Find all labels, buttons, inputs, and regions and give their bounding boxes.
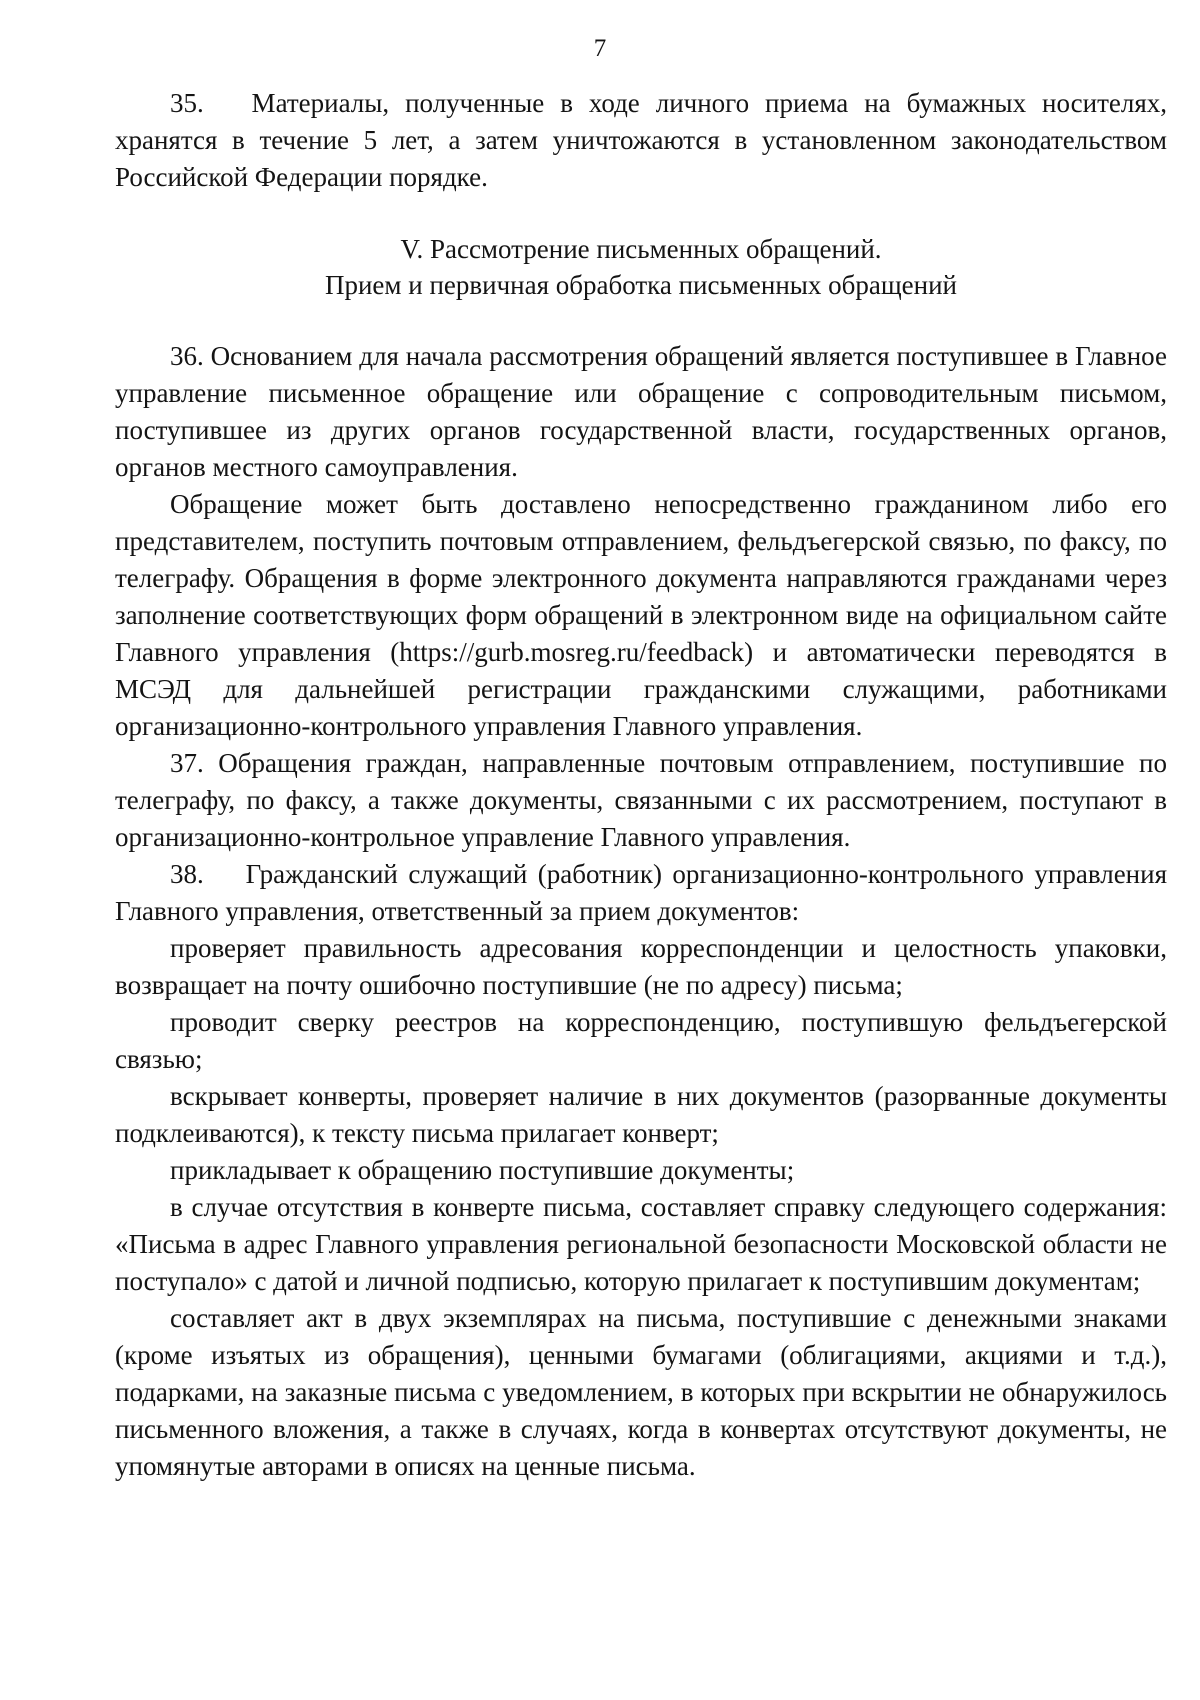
paragraph-38: 38. Гражданский служащий (работник) организационно-контрольного управления Главного управления, ответственный за прием документов: bbox=[115, 859, 1167, 926]
list-item-check-addressing: проверяет правильность адресования корреспонденции и целостность упаковки, возвращает на почту ошибочно поступившие (не по адресу) письма; bbox=[115, 933, 1167, 1000]
document-body bbox=[115, 85, 1167, 1485]
section-heading-line-2: Прием и первичная обработка письменных обращений bbox=[324, 270, 958, 300]
paragraph-37: 37. Обращения граждан, направленные почтовым отправлением, поступившие по телеграфу, по факсу, а также документы, связанными с их рассмотрением, поступают в организационно-контрольное управление Главного управления. bbox=[115, 748, 1167, 852]
section-heading bbox=[115, 231, 1167, 303]
page-number: 7 bbox=[593, 35, 607, 62]
paragraph-35: 35. Материалы, полученные в ходе личного приема на бумажных носителях, хранятся в течение 5 лет, а затем уничтожаются в установленном законодательством Российской Федерации порядке. bbox=[115, 88, 1167, 192]
list-item-compose-act: составляет акт в двух экземплярах на письма, поступившие с денежными знаками (кроме изъятых из обращения), ценными бумагами (облигациями, акциями и т.д.), подарками, на заказные письма с уведомлением, в которых при вскрытии не обнаружилось письменного вложения, а также в случаях, когда в конвертах отсутствуют документы, не упомянутые авторами в описях на ценные письма. bbox=[115, 1303, 1167, 1481]
list-item-attach-documents: прикладывает к обращению поступившие документы; bbox=[170, 1155, 795, 1185]
paragraph-36-continued: Обращение может быть доставлено непосредственно гражданином либо его представителем, поступить почтовым отправлением, фельдъегерской связью, по факсу, по телеграфу. Обращения в форме электронного документа направляются гражданами через заполнение соответствующих форм обращений в электронном виде на официальном сайте Главного управления (https://gurb.mosreg.ru/feedback) и автоматически переводятся в МСЭД для дальнейшей регистрации гражданскими служащими, работниками организационно-контрольного управления Главного управления. bbox=[115, 489, 1167, 741]
list-item-registry-check: проводит сверку реестров на корреспонденцию, поступившую фельдъегерской связью; bbox=[115, 1007, 1167, 1074]
paragraph-36: 36. Основанием для начала рассмотрения обращений является поступившее в Главное управление письменное обращение или обращение с сопроводительным письмом, поступившее из других органов государственной власти, государственных органов, органов местного самоуправления. bbox=[115, 341, 1167, 482]
list-item-missing-letter-note: в случае отсутствия в конверте письма, составляет справку следующего содержания: «Письма в адрес Главного управления региональной безопасности Московской области не поступало» с датой и личной подписью, которую прилагает к поступившим документам; bbox=[115, 1192, 1167, 1296]
section-heading-line-1: V. Рассмотрение письменных обращений. bbox=[400, 234, 882, 264]
list-item-open-envelopes: вскрывает конверты, проверяет наличие в них документов (разорванные документы подклеиваются), к тексту письма прилагает конверт; bbox=[115, 1081, 1167, 1148]
